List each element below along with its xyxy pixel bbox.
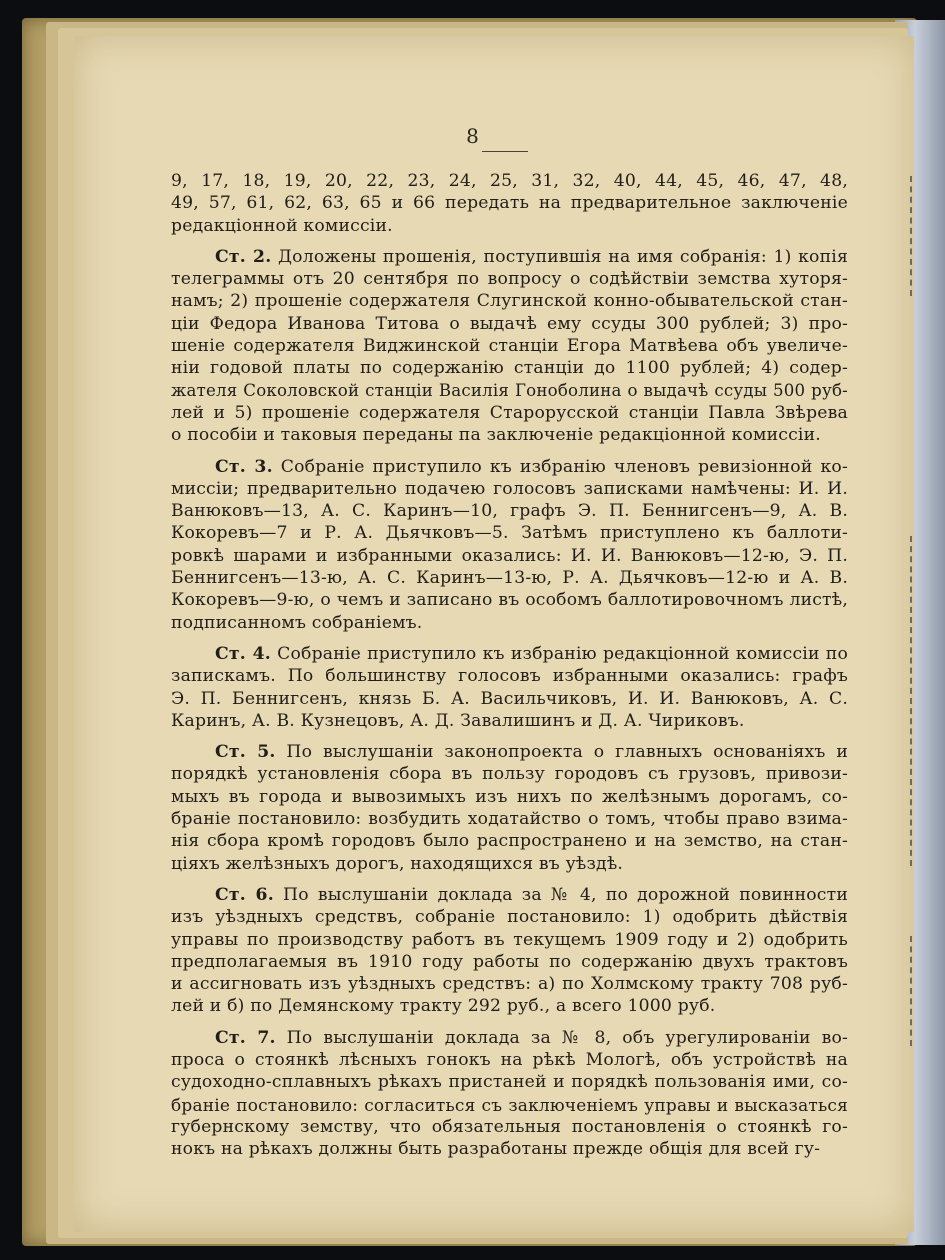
text-line bbox=[171, 246, 848, 268]
text-line: Каринъ, А. В. Кузнецовъ, А. Д. Завалишинъ и Д. А. Чириковъ. bbox=[171, 710, 745, 731]
text-line: предполагаемыя въ 1910 году работы по содержанію двухъ трактовъ bbox=[171, 951, 848, 972]
text-line: запискамъ. По большинству голосовъ избранными оказались: графъ bbox=[171, 666, 848, 687]
text-line: порядкѣ установленія сбора въ пользу городовъ съ грузовъ, привози- bbox=[171, 764, 848, 785]
text-line-content: По выслушаніи доклада за № 8, объ урегулированіи во- bbox=[286, 1027, 848, 1048]
article-label: Ст. 6. bbox=[215, 884, 274, 905]
article-label: Ст. 3. bbox=[215, 456, 273, 477]
binding-stitch bbox=[910, 936, 920, 1046]
text-line-content: Собраніе приступило къ избранію членовъ ревизіонной ко- bbox=[280, 456, 848, 477]
text-line: Кокоревъ—7 и Р. А. Дьячковъ—5. Затѣмъ приступлено къ баллоти- bbox=[171, 523, 848, 544]
article-label: Ст. 4. bbox=[215, 643, 271, 664]
text-line bbox=[171, 1027, 848, 1049]
text-line: Кокоревъ—9-ю, о чемъ и записано въ особомъ баллотировочномъ листѣ, bbox=[171, 590, 848, 611]
paragraph bbox=[171, 741, 848, 875]
document-body bbox=[171, 170, 848, 1169]
paragraph bbox=[171, 643, 848, 732]
text-line: жателя Соколовской станціи Василія Гоноболина о выдачѣ ссуды 500 руб- bbox=[171, 380, 848, 400]
text-line bbox=[171, 643, 848, 665]
text-line: ровкѣ шарами и избранными оказались: И. И. Ванюковъ—12-ю, Э. П. bbox=[171, 545, 848, 566]
page-number-rule bbox=[482, 151, 528, 152]
text-line bbox=[171, 741, 848, 763]
binding-stitch bbox=[910, 536, 920, 866]
page-number: 8 bbox=[466, 124, 479, 148]
text-line: Беннигсенъ—13-ю, А. С. Каринъ—13-ю, Р. А. Дьячковъ—12-ю и А. В. bbox=[171, 568, 848, 589]
paragraph bbox=[171, 170, 848, 237]
text-line bbox=[171, 456, 848, 478]
text-line: шеніе содержателя Виджинской станціи Егора Матвѣева объ увеличе- bbox=[171, 336, 848, 357]
text-line: 49, 57, 61, 62, 63, 65 и 66 передать на предварительное заключеніе bbox=[171, 193, 848, 214]
binding-stitch bbox=[910, 176, 920, 296]
text-line: губернскому земству, что обязательныя постановленія о стоянкѣ го- bbox=[171, 1116, 848, 1137]
article-label: Ст. 2. bbox=[215, 246, 272, 267]
text-line: лей и б) по Демянскому тракту 292 руб., а всего 1000 руб. bbox=[171, 996, 716, 1017]
text-line: мыхъ въ города и вывозимыхъ изъ нихъ по желѣзнымъ дорогамъ, со- bbox=[171, 786, 848, 807]
text-line-content: Доложены прошенія, поступившія на имя собранія: 1) копія bbox=[278, 246, 848, 267]
text-line: браніе постановило: согласиться съ заключеніемъ управы и высказаться bbox=[171, 1094, 848, 1115]
text-line: изъ уѣздныхъ средствъ, собраніе постановило: 1) одобрить дѣйствія bbox=[171, 907, 848, 928]
text-line: намъ; 2) прошеніе содержателя Слугинской конно-обывательской стан- bbox=[171, 291, 848, 312]
text-line: 9, 17, 18, 19, 20, 22, 23, 24, 25, 31, 32, 40, 44, 45, 46, 47, 48, bbox=[171, 171, 848, 191]
text-line: ціяхъ желѣзныхъ дорогъ, находящихся въ уѣздѣ. bbox=[171, 853, 624, 874]
article-label: Ст. 5. bbox=[215, 742, 276, 763]
paragraph bbox=[171, 1027, 848, 1161]
text-line: лей и 5) прошеніе содержателя Старорусской станціи Павла Звѣрева bbox=[171, 402, 848, 423]
text-line-content: По выслушаніи законопроекта о главныхъ основаніяхъ и bbox=[286, 742, 848, 763]
text-line: подписанномъ собраніемъ. bbox=[171, 612, 423, 633]
text-line: управы по производству работъ въ текущемъ 1909 году и 2) одобрить bbox=[171, 929, 848, 950]
text-line: нія сбора кромѣ городовъ было распространено и на земство, на стан- bbox=[171, 831, 848, 852]
text-line: проса о стоянкѣ лѣсныхъ гонокъ на рѣкѣ Мологѣ, объ устройствѣ на bbox=[171, 1049, 848, 1070]
paragraph bbox=[171, 884, 848, 1018]
text-line-content: По выслушаніи доклада за № 4, по дорожной повинности bbox=[283, 884, 848, 905]
paragraph bbox=[171, 456, 848, 634]
text-line: миссіи; предварительно подачею голосовъ записками намѣчены: И. И. bbox=[171, 478, 848, 499]
text-line: нокъ на рѣкахъ должны быть разработаны прежде общія для всей гу- bbox=[171, 1139, 821, 1160]
article-label: Ст. 7. bbox=[215, 1027, 276, 1048]
text-line: редакціонной комиссіи. bbox=[171, 215, 393, 236]
text-line bbox=[171, 884, 848, 906]
text-line: Ванюковъ—13, А. С. Каринъ—10, графъ Э. П. Беннигсенъ—9, А. В. bbox=[171, 501, 848, 522]
text-line: ціи Федора Иванова Титова о выдачѣ ему ссуды 300 рублей; 3) про- bbox=[171, 313, 848, 334]
text-line-content: Собраніе приступило къ избранію редакціонной комиссіи по bbox=[277, 643, 848, 664]
text-line: браніе постановило: возбудить ходатайство о томъ, чтобы право взима- bbox=[171, 809, 848, 830]
text-line: о пособіи и таковыя переданы па заключеніе редакціонной комиссіи. bbox=[171, 425, 821, 446]
text-line: телеграммы отъ 20 сентября по вопросу о содѣйствіи земства хуторя- bbox=[171, 269, 848, 290]
text-line: ніи годовой платы по содержанію станціи до 1100 рублей; 4) содер- bbox=[171, 358, 848, 379]
text-line: Э. П. Беннигсенъ, князь Б. А. Васильчиковъ, И. И. Ванюковъ, А. С. bbox=[171, 688, 848, 709]
text-line: судоходно-сплавныхъ рѣкахъ пристаней и порядкѣ пользованія ими, со- bbox=[171, 1072, 848, 1093]
text-line: и ассигновать изъ уѣздныхъ средствъ: а) по Холмскому тракту 708 руб- bbox=[171, 974, 848, 995]
paragraph bbox=[171, 246, 848, 447]
